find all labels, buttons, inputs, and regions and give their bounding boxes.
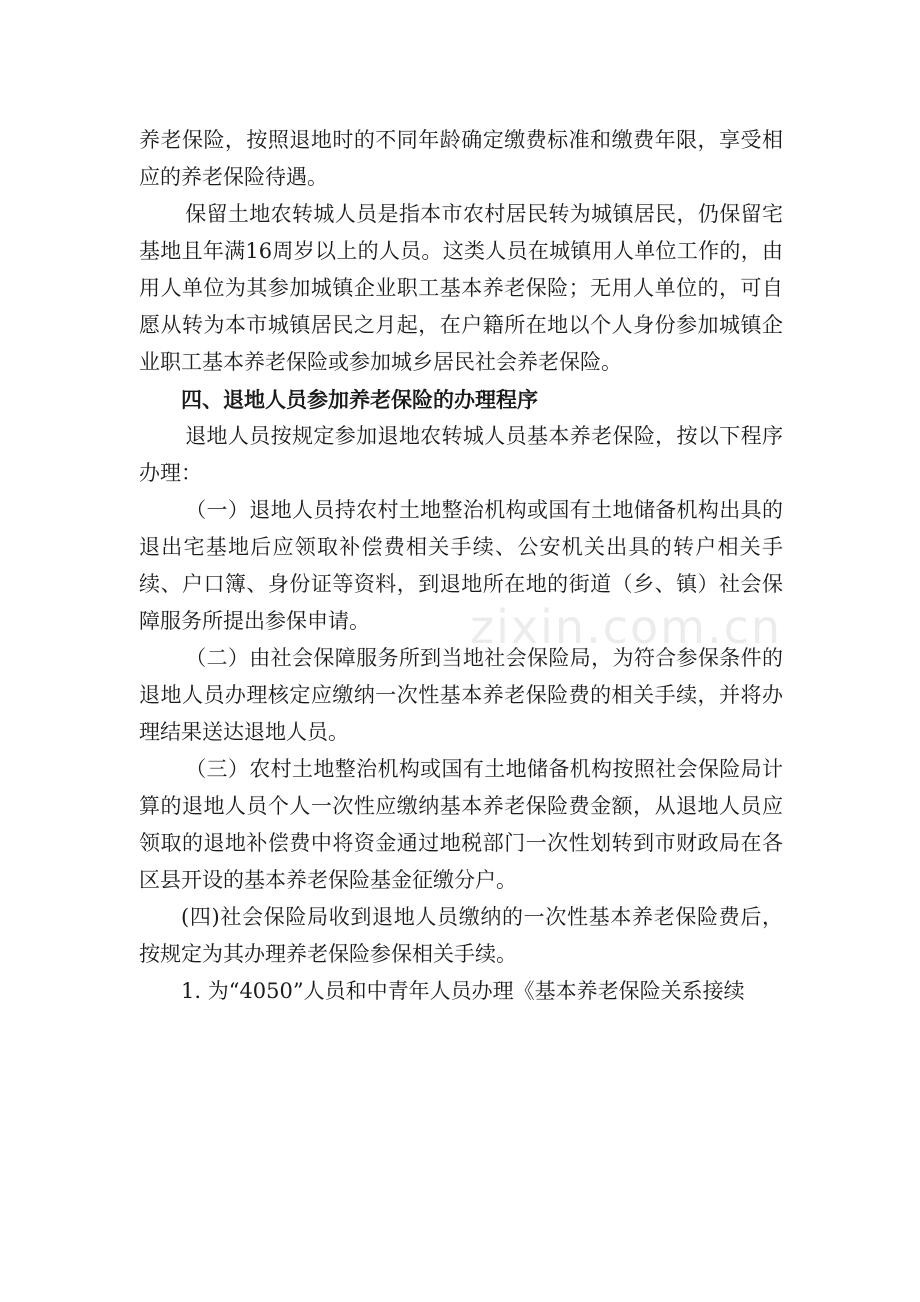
paragraph-step-2: （二）由社会保障服务所到当地社会保险局，为符合参保条件的退地人员办理核定应缴纳一次性基本养老保险费的相关手续，并将办理结果送达退地人员。 [139,646,783,744]
paragraph-continuation: 养老保险，按照退地时的不同年龄确定缴费标准和缴费年限，享受相应的养老保险待遇。 [139,128,783,189]
paragraph-step-4: (四)社会保险局收到退地人员缴纳的一次性基本养老保险费后，按规定为其办理养老保险参保相关手续。 [139,905,783,966]
section-heading: 四、退地人员参加养老保险的办理程序 [181,387,538,412]
document-body [139,122,783,1010]
watermark-text: zixin.com.cn [470,600,783,654]
paragraph-retained-land: 保留土地农转城人员是指本市农村居民转为城镇居民，仍保留宅基地且年满16周岁以上的人员。这类人员在城镇用人单位工作的，由用人单位为其参加城镇企业职工基本养老保险；无用人单位的，可自愿从转为本市城镇居民之月起，在户籍所在地以个人身份参加城镇企业职工基本养老保险或参加城乡居民社会养老保险。 [139,202,783,374]
paragraph-step-1: （一）退地人员持农村土地整治机构或国有土地储备机构出具的退出宅基地后应领取补偿费相关手续、公安机关出具的转户相关手续、户口簿、身份证等资料，到退地所在地的街道（乡、镇）社会保障服务所提出参保申请。 [139,498,783,633]
paragraph-step-3: （三）农村土地整治机构或国有土地储备机构按照社会保险局计算的退地人员个人一次性应缴纳基本养老保险费金额，从退地人员应领取的退地补偿费中将资金通过地税部门一次性划转到市财政局在各区县开设的基本养老保险基金征缴分户。 [139,757,783,892]
paragraph-procedure-intro: 退地人员按规定参加退地农转城人员基本养老保险，按以下程序办理： [139,424,783,485]
paragraph-item-1: 1. 为“4050”人员和中青年人员办理《基本养老保险关系接续 [181,979,745,1003]
